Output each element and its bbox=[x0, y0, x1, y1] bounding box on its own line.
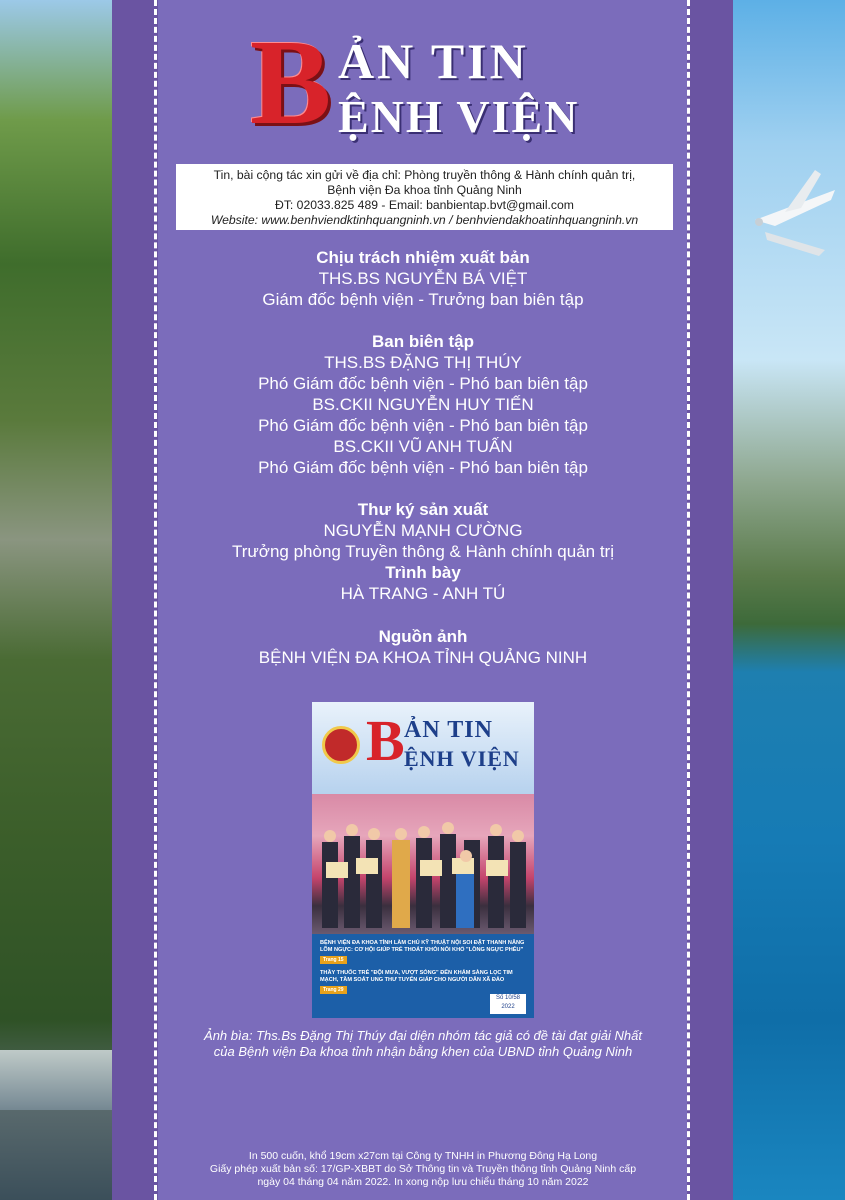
cover-caption bbox=[160, 1028, 686, 1060]
secretary-section bbox=[160, 499, 686, 604]
cover-page2: Trang 29 bbox=[320, 986, 347, 994]
cover-thumbnail bbox=[312, 702, 534, 1018]
editor3-name: BS.CKII VŨ ANH TUẤN bbox=[333, 437, 513, 456]
editor3-role: Phó Giám đốc bệnh viện - Phó ban biên tập bbox=[258, 458, 588, 477]
editor2-role: Phó Giám đốc bệnh viện - Phó ban biên tập bbox=[258, 416, 588, 435]
photo-name: BỆNH VIỆN ĐA KHOA TỈNH QUẢNG NINH bbox=[258, 648, 588, 667]
footer-line2: Giấy phép xuất bản số: 17/GP-XBBT do Sở Thông tin và Truyền thông tỉnh Quảng Ninh cấp bbox=[209, 1163, 637, 1175]
contact-box bbox=[176, 164, 673, 230]
cover-year: 2022 bbox=[501, 1004, 515, 1010]
cover-logo-initial: B bbox=[366, 708, 405, 773]
cover-headline2: THẦY THUỐC TRẺ "ĐỘI MƯA, VƯỢT SÓNG" ĐẾN KHÁM SÀNG LỌC TIM MẠCH, TẦM SOÁT UNG THƯ TUYẾN GIÁP CHO NGƯỜI DÂN XÃ ĐẢO bbox=[320, 970, 513, 983]
secretary-name: NGUYỄN MẠNH CƯỜNG bbox=[323, 521, 523, 540]
caption-line2: của Bệnh viện Đa khoa tỉnh nhận bằng khen của UBND tỉnh Quảng Ninh bbox=[213, 1044, 633, 1059]
cover-logo-line1: ẢN TIN bbox=[404, 717, 493, 743]
logo-line2: ỆNH VIỆN bbox=[338, 91, 580, 142]
cover-logo-line2: ỆNH VIỆN bbox=[404, 746, 520, 771]
cover-issue: Số 10/58 bbox=[495, 995, 521, 1001]
editorial-section bbox=[160, 331, 686, 478]
logo-initial: B bbox=[250, 15, 332, 150]
contact-line2: Bệnh viện Đa khoa tỉnh Quảng Ninh bbox=[327, 183, 522, 197]
contact-line1: Tin, bài cộng tác xin gửi về địa chỉ: Phòng truyền thông & Hành chính quản trị, bbox=[213, 168, 636, 182]
publisher-heading: Chịu trách nhiệm xuất bản bbox=[316, 248, 530, 267]
secretary-heading: Thư ký sản xuất bbox=[357, 500, 489, 519]
masthead-logo bbox=[250, 15, 600, 150]
dashed-border-right bbox=[687, 0, 690, 1200]
layout-heading: Trình bày bbox=[385, 563, 461, 582]
contact-website: Website: www.benhviendktinhquangninh.vn / benhviendakhoatinhquangninh.vn bbox=[210, 213, 639, 227]
editor1-role: Phó Giám đốc bệnh viện - Phó ban biên tập bbox=[258, 374, 588, 393]
footer-line3: ngày 04 tháng 04 năm 2022. In xong nộp lưu chiểu tháng 10 năm 2022 bbox=[257, 1176, 589, 1188]
editorial-heading: Ban biên tập bbox=[371, 332, 474, 351]
photo-heading: Nguồn ảnh bbox=[378, 627, 468, 646]
footer-line1: In 500 cuốn, khổ 19cm x27cm tại Công ty TNHH in Phương Đông Hạ Long bbox=[248, 1150, 598, 1162]
caption-line1: Ảnh bìa: Ths.Bs Đặng Thị Thúy đại diện nhóm tác giả có đề tài đạt giải Nhất bbox=[204, 1028, 642, 1043]
cover-page1: Trang 15 bbox=[320, 956, 347, 964]
editor1-name: THS.BS ĐẶNG THỊ THÚY bbox=[324, 353, 522, 372]
cover-headline1: BỆNH VIỆN ĐA KHOA TỈNH LÀM CHỦ KỸ THUẬT NỘI SOI ĐẶT THANH NÂNG LÕM NGỰC: CƠ HỘI GIÚP TRẺ THOÁT KHỎI NỖI KHỔ "LỒNG NGỰC PHỄU" bbox=[320, 940, 525, 953]
cover-issue-badge bbox=[490, 994, 526, 1014]
contact-line3: ĐT: 02033.825 489 - Email: banbientap.bvt@gmail.com bbox=[275, 198, 574, 212]
background-island-left bbox=[0, 0, 112, 1200]
print-info-footer bbox=[160, 1150, 686, 1189]
award-group-photo bbox=[316, 822, 530, 930]
hospital-seal-icon bbox=[322, 726, 360, 764]
logo-line1: ẢN TIN bbox=[338, 33, 529, 89]
photo-source-section bbox=[160, 626, 686, 668]
secretary-role: Trưởng phòng Truyền thông & Hành chính quản trị bbox=[232, 542, 614, 561]
publisher-name: THS.BS NGUYỄN BÁ VIỆT bbox=[318, 269, 528, 288]
publisher-section bbox=[160, 247, 686, 310]
publisher-role: Giám đốc bệnh viện - Trưởng ban biên tập bbox=[262, 290, 584, 309]
editor2-name: BS.CKII NGUYỄN HUY TIẾN bbox=[312, 395, 534, 414]
airplane-image bbox=[745, 160, 840, 280]
layout-name: HÀ TRANG - ANH TÚ bbox=[340, 584, 506, 603]
dashed-border-left bbox=[154, 0, 157, 1200]
